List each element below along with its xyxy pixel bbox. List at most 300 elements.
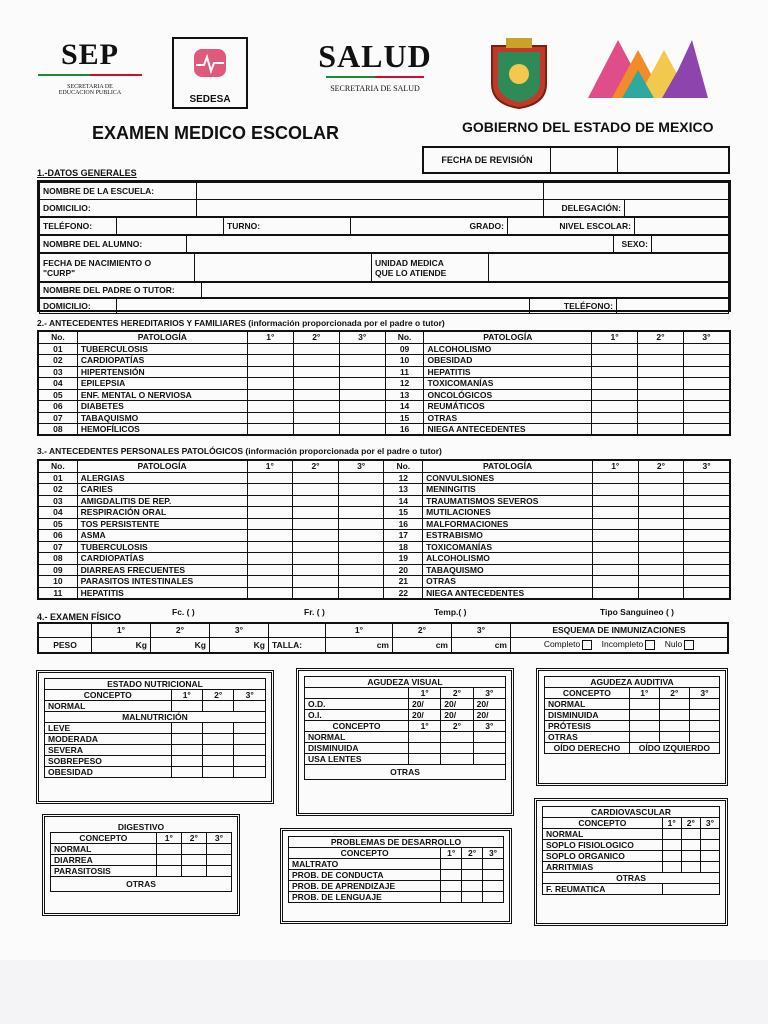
pathology-check[interactable]: [684, 530, 730, 542]
pathology-check[interactable]: [592, 472, 638, 484]
pathology-check[interactable]: [338, 518, 384, 530]
od-3[interactable]: 20/: [473, 699, 505, 710]
pathology-name: ALERGIAS: [77, 472, 247, 484]
pathology-name: ENF. MENTAL O NERVIOSA: [77, 389, 247, 401]
visual-row-label: DISMINUIDA: [305, 743, 409, 754]
table-row: [38, 343, 730, 355]
telefono2-field[interactable]: [617, 299, 729, 314]
auditiva-title: AGUDEZA AUDITIVA: [545, 677, 720, 688]
desarrollo-cell[interactable]: [483, 870, 504, 881]
pathology-check[interactable]: [638, 541, 684, 553]
pathology-check[interactable]: [293, 576, 339, 588]
pathology-check[interactable]: [339, 343, 385, 355]
peso-2[interactable]: Kg: [151, 637, 210, 653]
unidad-medica-field[interactable]: [489, 254, 729, 282]
pathology-check[interactable]: [339, 424, 385, 436]
pathology-check[interactable]: [293, 412, 339, 424]
pathology-check[interactable]: [247, 518, 293, 530]
pathology-check[interactable]: [592, 378, 638, 390]
escuela-field-2[interactable]: [544, 183, 729, 200]
pathology-check[interactable]: [683, 343, 730, 355]
pathology-check[interactable]: [638, 484, 684, 496]
pathology-check[interactable]: [592, 587, 638, 599]
pathology-check[interactable]: [293, 378, 339, 390]
column-header: 2°: [293, 460, 339, 472]
auditiva-cell[interactable]: [689, 721, 719, 732]
nutricional-cell[interactable]: [203, 745, 234, 756]
pathology-check[interactable]: [247, 507, 293, 519]
pathology-name: AMIGDALITIS DE REP.: [77, 495, 247, 507]
cardio-cell[interactable]: [662, 862, 681, 873]
nutricional-cell[interactable]: [234, 734, 266, 745]
digestivo-cell[interactable]: [156, 855, 181, 866]
pathology-check[interactable]: [338, 576, 384, 588]
pathology-check[interactable]: [247, 576, 293, 588]
row-number: 20: [384, 564, 423, 576]
pathology-check[interactable]: [638, 507, 684, 519]
cardio-cell[interactable]: [662, 840, 681, 851]
pathology-check[interactable]: [247, 541, 293, 553]
pathology-check[interactable]: [293, 495, 339, 507]
pathology-check[interactable]: [684, 484, 730, 496]
pathology-check[interactable]: [592, 424, 638, 436]
fecha-revision-field-2[interactable]: [618, 147, 730, 173]
pathology-check[interactable]: [592, 389, 638, 401]
visual-cell[interactable]: [441, 743, 473, 754]
row-number: 03: [38, 495, 77, 507]
auditiva-cell[interactable]: [659, 732, 689, 743]
pathology-check[interactable]: [247, 366, 293, 378]
pathology-check[interactable]: [339, 401, 385, 413]
pathology-check[interactable]: [592, 541, 638, 553]
pathology-check[interactable]: [338, 495, 384, 507]
peso-h2: 2°: [151, 623, 210, 637]
cardio-row-label: NORMAL: [543, 829, 663, 840]
desarrollo-cell[interactable]: [462, 892, 483, 903]
pathology-check[interactable]: [338, 507, 384, 519]
pathology-check[interactable]: [684, 495, 730, 507]
pathology-check[interactable]: [293, 389, 339, 401]
dig-c1: 1°: [156, 833, 181, 844]
cardio-box: [534, 798, 728, 926]
auditiva-cell[interactable]: [659, 710, 689, 721]
pathology-check[interactable]: [293, 424, 339, 436]
pathology-check[interactable]: [247, 412, 293, 424]
cardio-cell[interactable]: [681, 829, 700, 840]
digestivo-cell[interactable]: [156, 866, 181, 877]
pathology-check[interactable]: [592, 507, 638, 519]
pathology-check[interactable]: [638, 378, 684, 390]
pathology-check[interactable]: [638, 343, 684, 355]
row-number: 03: [38, 366, 77, 378]
cardio-cell[interactable]: [681, 862, 700, 873]
desarrollo-cell[interactable]: [462, 859, 483, 870]
form-title: EXAMEN MEDICO ESCOLAR: [92, 123, 340, 143]
pathology-check[interactable]: [293, 484, 339, 496]
talla-3[interactable]: cm: [452, 637, 511, 653]
pathology-check[interactable]: [683, 355, 730, 367]
auditiva-cell[interactable]: [629, 721, 659, 732]
pathology-check[interactable]: [638, 553, 684, 565]
desarrollo-cell[interactable]: [483, 859, 504, 870]
peso-h3: 3°: [210, 623, 269, 637]
digestivo-cell[interactable]: [181, 866, 206, 877]
oi-1[interactable]: 20/: [408, 710, 440, 721]
nutricional-cell[interactable]: [171, 756, 202, 767]
pathology-check[interactable]: [684, 553, 730, 565]
pathology-check[interactable]: [247, 389, 293, 401]
pathology-check[interactable]: [247, 553, 293, 565]
row-number: 01: [38, 343, 77, 355]
column-header: 3°: [683, 331, 730, 343]
pathology-check[interactable]: [684, 518, 730, 530]
oi-2[interactable]: 20/: [441, 710, 473, 721]
pathology-check[interactable]: [592, 412, 638, 424]
pathology-check[interactable]: [293, 553, 339, 565]
desarrollo-cell[interactable]: [462, 870, 483, 881]
auditiva-table: [544, 676, 720, 754]
pathology-check[interactable]: [684, 576, 730, 588]
nutri-cell[interactable]: [234, 701, 266, 712]
pathology-name: NIEGA ANTECEDENTES: [424, 424, 592, 436]
desarrollo-cell[interactable]: [462, 881, 483, 892]
pathology-check[interactable]: [638, 366, 684, 378]
row-number: 04: [38, 507, 77, 519]
pathology-check[interactable]: [638, 401, 684, 413]
desarrollo-cell[interactable]: [441, 859, 462, 870]
list-item: [45, 734, 266, 745]
digestivo-cell[interactable]: [206, 844, 231, 855]
pathology-check[interactable]: [247, 343, 293, 355]
visual-cell[interactable]: [441, 732, 473, 743]
talla-2[interactable]: cm: [393, 637, 452, 653]
visual-cell[interactable]: [473, 743, 505, 754]
list-item: [45, 745, 266, 756]
pathology-check[interactable]: [592, 495, 638, 507]
pathology-check[interactable]: [247, 355, 293, 367]
fecha-revision-field[interactable]: [551, 147, 618, 173]
nutricional-cell[interactable]: [203, 767, 234, 778]
pathology-name: TOXICOMANÍAS: [424, 378, 592, 390]
des-c3: 3°: [483, 848, 504, 859]
pathology-check[interactable]: [638, 495, 684, 507]
pathology-check[interactable]: [683, 366, 730, 378]
escuela-field[interactable]: [197, 183, 544, 200]
pathology-check[interactable]: [338, 484, 384, 496]
desarrollo-cell[interactable]: [441, 892, 462, 903]
row-number: 14: [384, 495, 423, 507]
cardio-cell[interactable]: [700, 851, 719, 862]
completo-checkbox[interactable]: [582, 640, 592, 650]
unidad-line2: QUE LO ATIENDE: [375, 267, 447, 278]
table-row: [38, 355, 730, 367]
fecha-nac-line2: "CURP": [43, 267, 76, 278]
pathology-check[interactable]: [247, 484, 293, 496]
nutricional-cell[interactable]: [203, 734, 234, 745]
talla-1[interactable]: cm: [326, 637, 393, 653]
alumno-field[interactable]: [187, 236, 614, 253]
pathology-check[interactable]: [338, 564, 384, 576]
row-number: 04: [38, 378, 77, 390]
auditiva-cell[interactable]: [629, 710, 659, 721]
column-header: 3°: [339, 331, 385, 343]
car-concepto: CONCEPTO: [543, 818, 663, 829]
pathology-check[interactable]: [683, 412, 730, 424]
telefono-field[interactable]: [117, 218, 224, 235]
pathology-check[interactable]: [684, 564, 730, 576]
pathology-check[interactable]: [247, 401, 293, 413]
pathology-check[interactable]: [247, 424, 293, 436]
cardio-cell[interactable]: [700, 862, 719, 873]
oi-3[interactable]: 20/: [473, 710, 505, 721]
pathology-check[interactable]: [339, 355, 385, 367]
pathology-name: CARDIOPATÍAS: [77, 355, 247, 367]
pathology-check[interactable]: [592, 484, 638, 496]
desarrollo-row-label: PROB. DE LENGUAJE: [289, 892, 441, 903]
column-header: 2°: [638, 460, 684, 472]
delegacion-field[interactable]: [625, 200, 729, 217]
pathology-check[interactable]: [247, 564, 293, 576]
table-row: [38, 424, 730, 436]
visual-cell[interactable]: [408, 754, 440, 765]
pathology-check[interactable]: [638, 412, 684, 424]
pathology-check[interactable]: [683, 389, 730, 401]
pathology-name: HEPATITIS: [424, 366, 592, 378]
nulo-checkbox[interactable]: [684, 640, 694, 650]
pathology-check[interactable]: [293, 507, 339, 519]
incompleto-checkbox[interactable]: [645, 640, 655, 650]
padre-field[interactable]: [202, 283, 729, 298]
auditiva-cell[interactable]: [629, 732, 659, 743]
pathology-check[interactable]: [592, 553, 638, 565]
digestivo-cell[interactable]: [181, 855, 206, 866]
pathology-check[interactable]: [592, 576, 638, 588]
nutricional-cell[interactable]: [234, 767, 266, 778]
column-header: 2°: [638, 331, 684, 343]
pathology-check[interactable]: [338, 472, 384, 484]
list-item: [543, 851, 720, 862]
nutricional-cell[interactable]: [171, 767, 202, 778]
row-number: 09: [38, 564, 77, 576]
nutricional-cell[interactable]: [234, 745, 266, 756]
pathology-check[interactable]: [638, 355, 684, 367]
talla-h2: 2°: [393, 623, 452, 637]
pathology-check[interactable]: [638, 530, 684, 542]
sedesa-heart-icon: [190, 43, 230, 83]
cardio-table: [542, 806, 720, 895]
sep-name: SEP: [60, 38, 120, 71]
pathology-name: TOS PERSISTENTE: [77, 518, 247, 530]
pathology-check[interactable]: [592, 530, 638, 542]
oi-label: O.I.: [305, 710, 409, 721]
auditiva-cell[interactable]: [689, 699, 719, 710]
domicilio2-field[interactable]: [117, 299, 530, 314]
column-header: 3°: [338, 460, 384, 472]
talla-h3: 3°: [452, 623, 511, 637]
pathology-check[interactable]: [683, 378, 730, 390]
personales-table: [37, 459, 731, 600]
visual-c3b: 3°: [473, 721, 505, 732]
nutricional-cell[interactable]: [171, 723, 202, 734]
visual-cell[interactable]: [473, 754, 505, 765]
pathology-name: TABAQUISMO: [423, 564, 593, 576]
peso-1[interactable]: Kg: [92, 637, 151, 653]
aud-c3: 3°: [689, 688, 719, 699]
pathology-check[interactable]: [638, 518, 684, 530]
cardio-cell[interactable]: [662, 829, 681, 840]
pathology-check[interactable]: [338, 541, 384, 553]
nutricional-cell[interactable]: [234, 756, 266, 767]
row-number: 07: [38, 412, 77, 424]
digestivo-cell[interactable]: [206, 855, 231, 866]
visual-c1b: 1°: [408, 721, 440, 732]
pathology-check[interactable]: [592, 366, 638, 378]
pathology-check[interactable]: [293, 564, 339, 576]
row-number: 16: [384, 518, 423, 530]
cardio-cell[interactable]: [662, 851, 681, 862]
pathology-check[interactable]: [339, 412, 385, 424]
pathology-check[interactable]: [293, 472, 339, 484]
table-row: [38, 495, 730, 507]
coat-of-arms-icon: [486, 36, 552, 110]
pathology-check[interactable]: [638, 587, 684, 599]
domicilio-label: DOMICILIO:: [40, 200, 197, 217]
sexo-label: SEXO:: [614, 236, 652, 253]
pathology-check[interactable]: [293, 401, 339, 413]
des-concepto: CONCEPTO: [289, 848, 441, 859]
alumno-label: NOMBRE DEL ALUMNO:: [40, 236, 187, 253]
visual-cell[interactable]: [408, 732, 440, 743]
pathology-check[interactable]: [684, 472, 730, 484]
pathology-check[interactable]: [684, 541, 730, 553]
cardio-cell[interactable]: [681, 851, 700, 862]
fecha-nacimiento-field[interactable]: [195, 254, 372, 282]
nutri-cell[interactable]: [171, 701, 202, 712]
pathology-check[interactable]: [592, 355, 638, 367]
od-1[interactable]: 20/: [408, 699, 440, 710]
telefono-label: TELÉFONO:: [40, 218, 117, 235]
car-otras: OTRAS: [543, 873, 720, 884]
desarrollo-cell[interactable]: [483, 881, 504, 892]
car-fiebre-field[interactable]: [662, 884, 719, 895]
pathology-check[interactable]: [339, 378, 385, 390]
pathology-check[interactable]: [247, 530, 293, 542]
auditiva-cell[interactable]: [689, 710, 719, 721]
list-item: [305, 743, 506, 754]
nutricional-box: [36, 670, 274, 804]
visual-concepto: CONCEPTO: [305, 721, 409, 732]
personales-title: 3.- ANTECEDENTES PERSONALES PATOLÓGICOS (información proporcionada por el padre o tutor): [37, 446, 442, 456]
pathology-check[interactable]: [592, 518, 638, 530]
digestivo-cell[interactable]: [156, 844, 181, 855]
cardio-cell[interactable]: [681, 840, 700, 851]
nutricional-cell[interactable]: [203, 756, 234, 767]
auditiva-cell[interactable]: [659, 721, 689, 732]
domicilio-field[interactable]: [197, 200, 544, 217]
auditiva-cell[interactable]: [689, 732, 719, 743]
pathology-check[interactable]: [293, 541, 339, 553]
visual-cell[interactable]: [473, 732, 505, 743]
cardio-cell[interactable]: [700, 840, 719, 851]
nutricional-cell[interactable]: [171, 745, 202, 756]
auditiva-cell[interactable]: [659, 699, 689, 710]
cardio-cell[interactable]: [700, 829, 719, 840]
desarrollo-cell[interactable]: [441, 870, 462, 881]
talla-empty: [269, 623, 326, 637]
auditiva-cell[interactable]: [629, 699, 659, 710]
nutricional-cell[interactable]: [203, 723, 234, 734]
pathology-check[interactable]: [247, 587, 293, 599]
digestivo-cell[interactable]: [181, 844, 206, 855]
nutricional-cell[interactable]: [234, 723, 266, 734]
digestivo-cell[interactable]: [206, 866, 231, 877]
peso-3[interactable]: Kg: [210, 637, 269, 653]
nutricional-cell[interactable]: [171, 734, 202, 745]
pathology-name: RESPIRACIÓN ORAL: [77, 507, 247, 519]
pathology-check[interactable]: [293, 366, 339, 378]
pathology-check[interactable]: [247, 495, 293, 507]
pathology-check[interactable]: [293, 343, 339, 355]
nutricional-row-label: LEVE: [45, 723, 172, 734]
od-2[interactable]: 20/: [441, 699, 473, 710]
pathology-check[interactable]: [293, 355, 339, 367]
pathology-check[interactable]: [638, 576, 684, 588]
nivel-field[interactable]: [635, 218, 729, 235]
pathology-check[interactable]: [293, 518, 339, 530]
pathology-check[interactable]: [247, 472, 293, 484]
pathology-check[interactable]: [339, 389, 385, 401]
fecha-revision-label: FECHA DE REVISIÓN: [423, 147, 551, 173]
nutri-cell[interactable]: [203, 701, 234, 712]
pathology-name: ESTRABISMO: [423, 530, 593, 542]
pathology-check[interactable]: [638, 564, 684, 576]
pathology-name: EPILEPSIA: [77, 378, 247, 390]
desarrollo-row-label: PROB. DE APRENDIZAJE: [289, 881, 441, 892]
pathology-check[interactable]: [247, 378, 293, 390]
nutri-normal: NORMAL: [45, 701, 172, 712]
pathology-check[interactable]: [293, 530, 339, 542]
pathology-check[interactable]: [339, 366, 385, 378]
sexo-field[interactable]: [652, 236, 729, 253]
pathology-check[interactable]: [638, 472, 684, 484]
pathology-check[interactable]: [293, 587, 339, 599]
digestivo-row-label: DIARREA: [51, 855, 157, 866]
pathology-check[interactable]: [592, 401, 638, 413]
pathology-name: TABAQUISMO: [77, 412, 247, 424]
pathology-check[interactable]: [638, 389, 684, 401]
talla-h1: 1°: [326, 623, 393, 637]
desarrollo-cell[interactable]: [441, 881, 462, 892]
peso-h1: 1°: [92, 623, 151, 637]
pathology-check[interactable]: [338, 587, 384, 599]
pathology-check[interactable]: [592, 343, 638, 355]
column-header: 1°: [247, 460, 293, 472]
pathology-check[interactable]: [592, 564, 638, 576]
desarrollo-cell[interactable]: [483, 892, 504, 903]
malnutricion-title: MALNUTRICIÓN: [45, 712, 266, 723]
visual-cell[interactable]: [408, 743, 440, 754]
pathology-check[interactable]: [684, 507, 730, 519]
pathology-check[interactable]: [338, 553, 384, 565]
pathology-check[interactable]: [684, 587, 730, 599]
escuela-label: NOMBRE DE LA ESCUELA:: [40, 183, 197, 200]
pathology-check[interactable]: [638, 424, 684, 436]
visual-cell[interactable]: [441, 754, 473, 765]
pathology-check[interactable]: [683, 401, 730, 413]
pathology-check[interactable]: [683, 424, 730, 436]
list-item: [51, 866, 232, 877]
pathology-check[interactable]: [338, 530, 384, 542]
